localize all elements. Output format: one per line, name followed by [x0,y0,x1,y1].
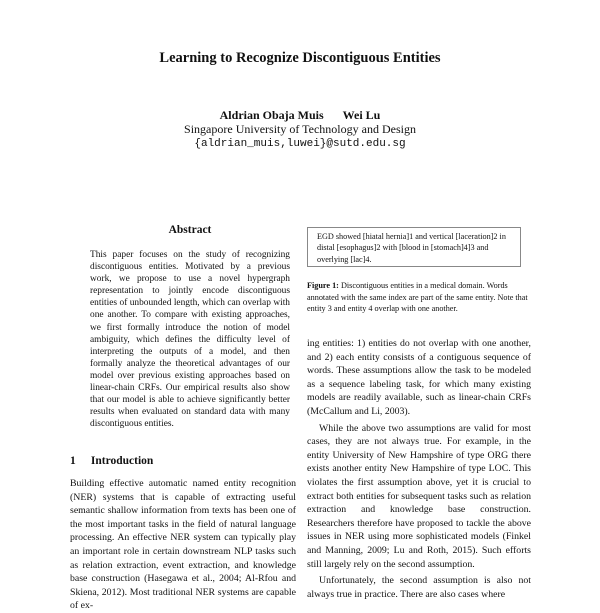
right-column-text [307,337,531,604]
author-name: Wei Lu [342,108,381,122]
author-name: Aldrian Obaja Muis [219,108,324,122]
paragraph: While the above two assumptions are valid for most cases, they are not always true. For example, in the entity University of New Hampshire of type ORG there exists another entity New Hampshire of type LOC. This violates the first assumption above, yet it is crucial to extract both entities for subsequent tasks such as relation extraction and knowledge base construction. Researchers therefore have proposed to tackle the above issues in NER using more sophisticated models (Finkel and Manning, 2009; Lu and Roth, 2015). Such efforts still largely rely on the second assumption. [307,422,531,570]
author-list [0,108,600,123]
figure-example-box: EGD showed [hiatal hernia]1 and vertical [laceration]2 in distal [esophagus]2 with [blood in [stomach]4]3 and overlying [lac]4. [307,227,521,267]
author-email: {aldrian_muis,luwei}@sutd.edu.sg [194,138,406,150]
section-number: 1 [70,455,76,467]
paragraph: ing entities: 1) entities do not overlap with one another, and 2) each entity consists of a contiguous sequence of words. These assumptions allow the task to be modeled as a sequence labeling task, for which many existing models are readily available, such as linear-chain CRFs (McCallum and Li, 2003). [307,338,531,417]
introduction-text: Building effective automatic named entity recognition (NER) systems that is capable of extracting useful semantic shallow information from texts has been one of the most important tasks in the field of natural language processing. An effective NER system can typically play an important role in certain downstream NLP tasks such as relation extraction, event extraction, and knowledge base construction (Hasegawa et al., 2004; Al-Rfou and Skiena, 2012). Most traditional NER systems are capable of ex- [70,478,296,612]
figure-caption [307,280,531,315]
abstract-heading: Abstract [168,224,212,236]
figure-label: Figure 1: [307,281,339,290]
section-heading-introduction [70,455,300,467]
figure-caption-text: Discontiguous entities in a medical domain. Words annotated with the same index are part of the same entity. Note that entity 3 and entity 4 overlap with one another. [307,281,528,314]
paragraph: Unfortunately, the second assumption is also not always true in practice. There are also cases where [307,575,531,600]
affiliation: Singapore University of Technology and Design [184,122,416,136]
section-title: Introduction [90,455,154,467]
paper-title: Learning to Recognize Discontiguous Entities [159,50,441,66]
abstract-text: This paper focuses on the study of recognizing discontiguous entities. Motivated by a previous work, we propose to use a novel hypergraph representation to jointly encode discontiguous entities of unbounded length, which can overlap with one another. To compare with existing approaches, we first formally introduce the notion of model ambiguity, which defines the difficulty level of interpreting the outputs of a model, and then formally analyze the theoretical advantages of our model over previous existing approaches based on linear-chain CRFs. Our empirical results also show that our model is able to achieve significantly better results when evaluated on standard data with many discontiguous entities. [90,250,290,430]
